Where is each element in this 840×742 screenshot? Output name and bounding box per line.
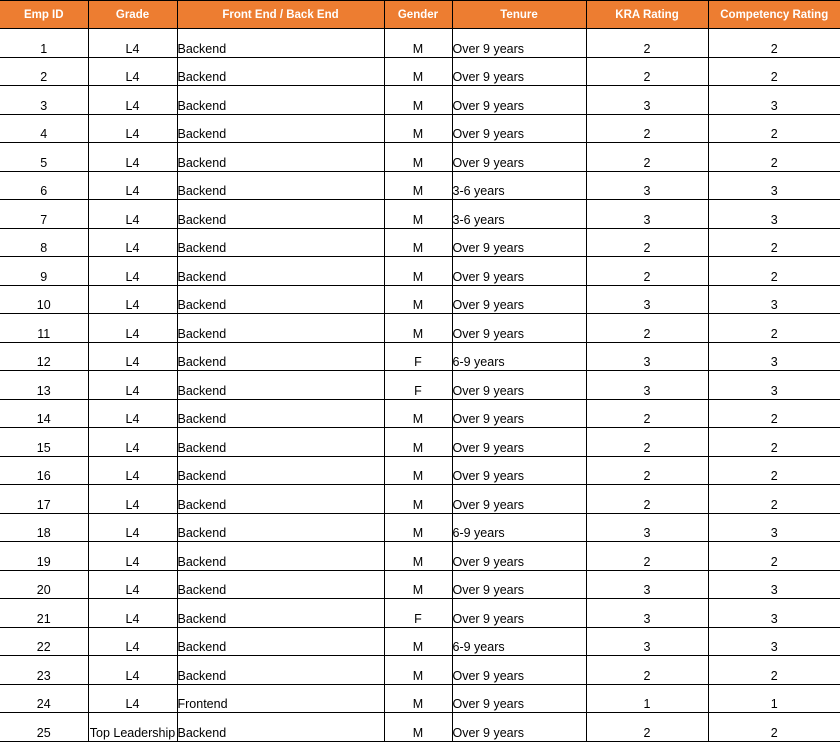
cell-competency-rating[interactable]: 3: [708, 513, 840, 542]
table-row: [0, 171, 840, 200]
cell-front-back-end[interactable]: Backend: [177, 428, 384, 457]
header-tenure[interactable]: Tenure: [452, 1, 586, 29]
cell-gender[interactable]: M: [384, 513, 452, 542]
header-gender[interactable]: Gender: [384, 1, 452, 29]
cell-tenure[interactable]: 6-9 years: [452, 342, 586, 371]
cell-kra-rating[interactable]: 2: [586, 29, 708, 58]
cell-front-back-end[interactable]: Backend: [177, 713, 384, 742]
cell-grade[interactable]: L4: [88, 656, 177, 685]
cell-gender[interactable]: F: [384, 371, 452, 400]
cell-competency-rating[interactable]: 3: [708, 599, 840, 628]
cell-tenure[interactable]: Over 9 years: [452, 143, 586, 172]
cell-front-back-end[interactable]: Backend: [177, 57, 384, 86]
cell-emp-id[interactable]: 7: [0, 200, 88, 229]
cell-competency-rating[interactable]: 2: [708, 428, 840, 457]
cell-front-back-end[interactable]: Backend: [177, 371, 384, 400]
cell-tenure[interactable]: Over 9 years: [452, 57, 586, 86]
cell-emp-id[interactable]: 9: [0, 257, 88, 286]
cell-tenure[interactable]: Over 9 years: [452, 428, 586, 457]
table-row: [0, 285, 840, 314]
cell-tenure[interactable]: Over 9 years: [452, 314, 586, 343]
cell-competency-rating[interactable]: 1: [708, 684, 840, 713]
cell-tenure[interactable]: Over 9 years: [452, 29, 586, 58]
cell-tenure[interactable]: Over 9 years: [452, 456, 586, 485]
cell-emp-id[interactable]: 12: [0, 342, 88, 371]
cell-competency-rating[interactable]: 2: [708, 57, 840, 86]
cell-grade[interactable]: L4: [88, 29, 177, 58]
cell-kra-rating[interactable]: 2: [586, 228, 708, 257]
cell-tenure[interactable]: Over 9 years: [452, 570, 586, 599]
table-row: [0, 314, 840, 343]
cell-emp-id[interactable]: 25: [0, 713, 88, 742]
cell-competency-rating[interactable]: 3: [708, 342, 840, 371]
table-row: [0, 86, 840, 115]
cell-grade[interactable]: L4: [88, 485, 177, 514]
cell-emp-id[interactable]: 19: [0, 542, 88, 571]
table-row: [0, 713, 840, 742]
cell-competency-rating[interactable]: 2: [708, 143, 840, 172]
cell-tenure[interactable]: 6-9 years: [452, 513, 586, 542]
cell-front-back-end[interactable]: Backend: [177, 542, 384, 571]
table-row: [0, 29, 840, 58]
cell-tenure[interactable]: Over 9 years: [452, 684, 586, 713]
cell-grade[interactable]: L4: [88, 570, 177, 599]
cell-gender[interactable]: M: [384, 257, 452, 286]
cell-emp-id[interactable]: 15: [0, 428, 88, 457]
cell-tenure[interactable]: Over 9 years: [452, 713, 586, 742]
cell-grade[interactable]: L4: [88, 57, 177, 86]
table-body: [0, 29, 840, 742]
cell-tenure[interactable]: Over 9 years: [452, 228, 586, 257]
cell-competency-rating[interactable]: 2: [708, 228, 840, 257]
cell-tenure[interactable]: 6-9 years: [452, 627, 586, 656]
cell-kra-rating[interactable]: 2: [586, 257, 708, 286]
cell-grade[interactable]: L4: [88, 513, 177, 542]
cell-kra-rating[interactable]: 2: [586, 314, 708, 343]
table-row: [0, 143, 840, 172]
cell-competency-rating[interactable]: 3: [708, 371, 840, 400]
cell-front-back-end[interactable]: Backend: [177, 399, 384, 428]
cell-gender[interactable]: M: [384, 228, 452, 257]
cell-emp-id[interactable]: 6: [0, 171, 88, 200]
cell-competency-rating[interactable]: 3: [708, 86, 840, 115]
cell-tenure[interactable]: 3-6 years: [452, 200, 586, 229]
cell-competency-rating[interactable]: 2: [708, 656, 840, 685]
cell-front-back-end[interactable]: Backend: [177, 314, 384, 343]
cell-emp-id[interactable]: 5: [0, 143, 88, 172]
cell-gender[interactable]: M: [384, 656, 452, 685]
cell-kra-rating[interactable]: 2: [586, 114, 708, 143]
cell-grade[interactable]: L4: [88, 428, 177, 457]
cell-competency-rating[interactable]: 2: [708, 399, 840, 428]
cell-kra-rating[interactable]: 1: [586, 684, 708, 713]
cell-emp-id[interactable]: 8: [0, 228, 88, 257]
cell-competency-rating[interactable]: 2: [708, 485, 840, 514]
cell-kra-rating[interactable]: 3: [586, 285, 708, 314]
table-row: [0, 342, 840, 371]
cell-competency-rating[interactable]: 2: [708, 456, 840, 485]
cell-kra-rating[interactable]: 3: [586, 371, 708, 400]
cell-tenure[interactable]: Over 9 years: [452, 542, 586, 571]
cell-front-back-end[interactable]: Backend: [177, 656, 384, 685]
header-front-back-end[interactable]: Front End / Back End: [177, 1, 384, 29]
cell-front-back-end[interactable]: Backend: [177, 257, 384, 286]
cell-gender[interactable]: M: [384, 456, 452, 485]
cell-gender[interactable]: M: [384, 542, 452, 571]
cell-kra-rating[interactable]: 3: [586, 342, 708, 371]
cell-emp-id[interactable]: 17: [0, 485, 88, 514]
cell-front-back-end[interactable]: Backend: [177, 485, 384, 514]
cell-competency-rating[interactable]: 2: [708, 542, 840, 571]
cell-competency-rating[interactable]: 2: [708, 114, 840, 143]
cell-tenure[interactable]: Over 9 years: [452, 656, 586, 685]
cell-grade[interactable]: L4: [88, 314, 177, 343]
cell-gender[interactable]: M: [384, 399, 452, 428]
cell-grade[interactable]: L4: [88, 285, 177, 314]
cell-tenure[interactable]: Over 9 years: [452, 86, 586, 115]
cell-kra-rating[interactable]: 2: [586, 542, 708, 571]
cell-gender[interactable]: M: [384, 314, 452, 343]
header-row: [0, 1, 840, 29]
cell-front-back-end[interactable]: Backend: [177, 285, 384, 314]
cell-gender[interactable]: M: [384, 713, 452, 742]
cell-front-back-end[interactable]: Backend: [177, 456, 384, 485]
table-row: [0, 513, 840, 542]
table-row: [0, 627, 840, 656]
cell-competency-rating[interactable]: 2: [708, 713, 840, 742]
table-row: [0, 485, 840, 514]
cell-grade[interactable]: L4: [88, 114, 177, 143]
cell-emp-id[interactable]: 11: [0, 314, 88, 343]
cell-front-back-end[interactable]: Backend: [177, 114, 384, 143]
cell-emp-id[interactable]: 20: [0, 570, 88, 599]
cell-grade[interactable]: L4: [88, 257, 177, 286]
table-row: [0, 570, 840, 599]
cell-emp-id[interactable]: 18: [0, 513, 88, 542]
cell-front-back-end[interactable]: Backend: [177, 143, 384, 172]
cell-grade[interactable]: L4: [88, 371, 177, 400]
cell-competency-rating[interactable]: 2: [708, 29, 840, 58]
cell-tenure[interactable]: Over 9 years: [452, 257, 586, 286]
cell-grade[interactable]: L4: [88, 684, 177, 713]
cell-kra-rating[interactable]: 2: [586, 656, 708, 685]
cell-tenure[interactable]: Over 9 years: [452, 114, 586, 143]
cell-gender[interactable]: M: [384, 627, 452, 656]
cell-kra-rating[interactable]: 2: [586, 456, 708, 485]
cell-grade[interactable]: L4: [88, 456, 177, 485]
cell-grade[interactable]: L4: [88, 399, 177, 428]
header-kra-rating[interactable]: KRA Rating: [586, 1, 708, 29]
cell-gender[interactable]: M: [384, 86, 452, 115]
cell-emp-id[interactable]: 10: [0, 285, 88, 314]
cell-gender[interactable]: M: [384, 428, 452, 457]
cell-gender[interactable]: F: [384, 599, 452, 628]
table-row: [0, 257, 840, 286]
cell-grade[interactable]: L4: [88, 171, 177, 200]
table-row: [0, 542, 840, 571]
table-row: [0, 684, 840, 713]
cell-kra-rating[interactable]: 2: [586, 428, 708, 457]
cell-front-back-end[interactable]: Backend: [177, 86, 384, 115]
cell-tenure[interactable]: Over 9 years: [452, 371, 586, 400]
cell-front-back-end[interactable]: Backend: [177, 627, 384, 656]
cell-emp-id[interactable]: 2: [0, 57, 88, 86]
cell-kra-rating[interactable]: 3: [586, 570, 708, 599]
cell-grade[interactable]: L4: [88, 599, 177, 628]
cell-front-back-end[interactable]: Backend: [177, 228, 384, 257]
cell-tenure[interactable]: Over 9 years: [452, 599, 586, 628]
cell-competency-rating[interactable]: 3: [708, 627, 840, 656]
cell-kra-rating[interactable]: 3: [586, 513, 708, 542]
cell-emp-id[interactable]: 23: [0, 656, 88, 685]
table-row: [0, 399, 840, 428]
table-row: [0, 599, 840, 628]
cell-emp-id[interactable]: 4: [0, 114, 88, 143]
cell-gender[interactable]: M: [384, 485, 452, 514]
cell-front-back-end[interactable]: Backend: [177, 171, 384, 200]
cell-grade[interactable]: L4: [88, 542, 177, 571]
cell-grade[interactable]: L4: [88, 342, 177, 371]
cell-emp-id[interactable]: 21: [0, 599, 88, 628]
cell-emp-id[interactable]: 3: [0, 86, 88, 115]
cell-emp-id[interactable]: 22: [0, 627, 88, 656]
cell-front-back-end[interactable]: Backend: [177, 200, 384, 229]
cell-kra-rating[interactable]: 3: [586, 86, 708, 115]
cell-grade[interactable]: Top Leadership: [88, 713, 177, 742]
cell-emp-id[interactable]: 13: [0, 371, 88, 400]
cell-front-back-end[interactable]: Backend: [177, 342, 384, 371]
header-emp-id[interactable]: Emp ID: [0, 1, 88, 29]
header-grade[interactable]: Grade: [88, 1, 177, 29]
cell-kra-rating[interactable]: 2: [586, 485, 708, 514]
cell-kra-rating[interactable]: 2: [586, 713, 708, 742]
table-row: [0, 371, 840, 400]
table-row: [0, 456, 840, 485]
cell-gender[interactable]: M: [384, 114, 452, 143]
cell-front-back-end[interactable]: Backend: [177, 570, 384, 599]
cell-emp-id[interactable]: 16: [0, 456, 88, 485]
table-row: [0, 228, 840, 257]
cell-tenure[interactable]: Over 9 years: [452, 485, 586, 514]
table-row: [0, 200, 840, 229]
cell-competency-rating[interactable]: 2: [708, 257, 840, 286]
cell-kra-rating[interactable]: 2: [586, 143, 708, 172]
cell-competency-rating[interactable]: 2: [708, 314, 840, 343]
cell-gender[interactable]: M: [384, 684, 452, 713]
cell-gender[interactable]: M: [384, 285, 452, 314]
cell-grade[interactable]: L4: [88, 627, 177, 656]
cell-gender[interactable]: M: [384, 171, 452, 200]
cell-tenure[interactable]: 3-6 years: [452, 171, 586, 200]
cell-kra-rating[interactable]: 3: [586, 200, 708, 229]
cell-gender[interactable]: F: [384, 342, 452, 371]
cell-grade[interactable]: L4: [88, 86, 177, 115]
cell-grade[interactable]: L4: [88, 228, 177, 257]
cell-kra-rating[interactable]: 2: [586, 399, 708, 428]
cell-emp-id[interactable]: 14: [0, 399, 88, 428]
cell-competency-rating[interactable]: 3: [708, 570, 840, 599]
cell-competency-rating[interactable]: 3: [708, 171, 840, 200]
cell-emp-id[interactable]: 24: [0, 684, 88, 713]
cell-front-back-end[interactable]: Backend: [177, 29, 384, 58]
cell-kra-rating[interactable]: 3: [586, 171, 708, 200]
cell-front-back-end[interactable]: Backend: [177, 513, 384, 542]
cell-competency-rating[interactable]: 3: [708, 285, 840, 314]
cell-gender[interactable]: M: [384, 200, 452, 229]
cell-grade[interactable]: L4: [88, 143, 177, 172]
table-row: [0, 114, 840, 143]
cell-tenure[interactable]: Over 9 years: [452, 399, 586, 428]
cell-grade[interactable]: L4: [88, 200, 177, 229]
cell-front-back-end[interactable]: Backend: [177, 599, 384, 628]
cell-emp-id[interactable]: 1: [0, 29, 88, 58]
cell-gender[interactable]: M: [384, 143, 452, 172]
header-competency-rating[interactable]: Competency Rating: [708, 1, 840, 29]
table-row: [0, 656, 840, 685]
cell-kra-rating[interactable]: 3: [586, 627, 708, 656]
cell-gender[interactable]: M: [384, 29, 452, 58]
cell-kra-rating[interactable]: 3: [586, 599, 708, 628]
cell-tenure[interactable]: Over 9 years: [452, 285, 586, 314]
cell-gender[interactable]: M: [384, 570, 452, 599]
cell-competency-rating[interactable]: 3: [708, 200, 840, 229]
cell-front-back-end[interactable]: Frontend: [177, 684, 384, 713]
cell-gender[interactable]: M: [384, 57, 452, 86]
table-row: [0, 57, 840, 86]
table-row: [0, 428, 840, 457]
cell-kra-rating[interactable]: 2: [586, 57, 708, 86]
